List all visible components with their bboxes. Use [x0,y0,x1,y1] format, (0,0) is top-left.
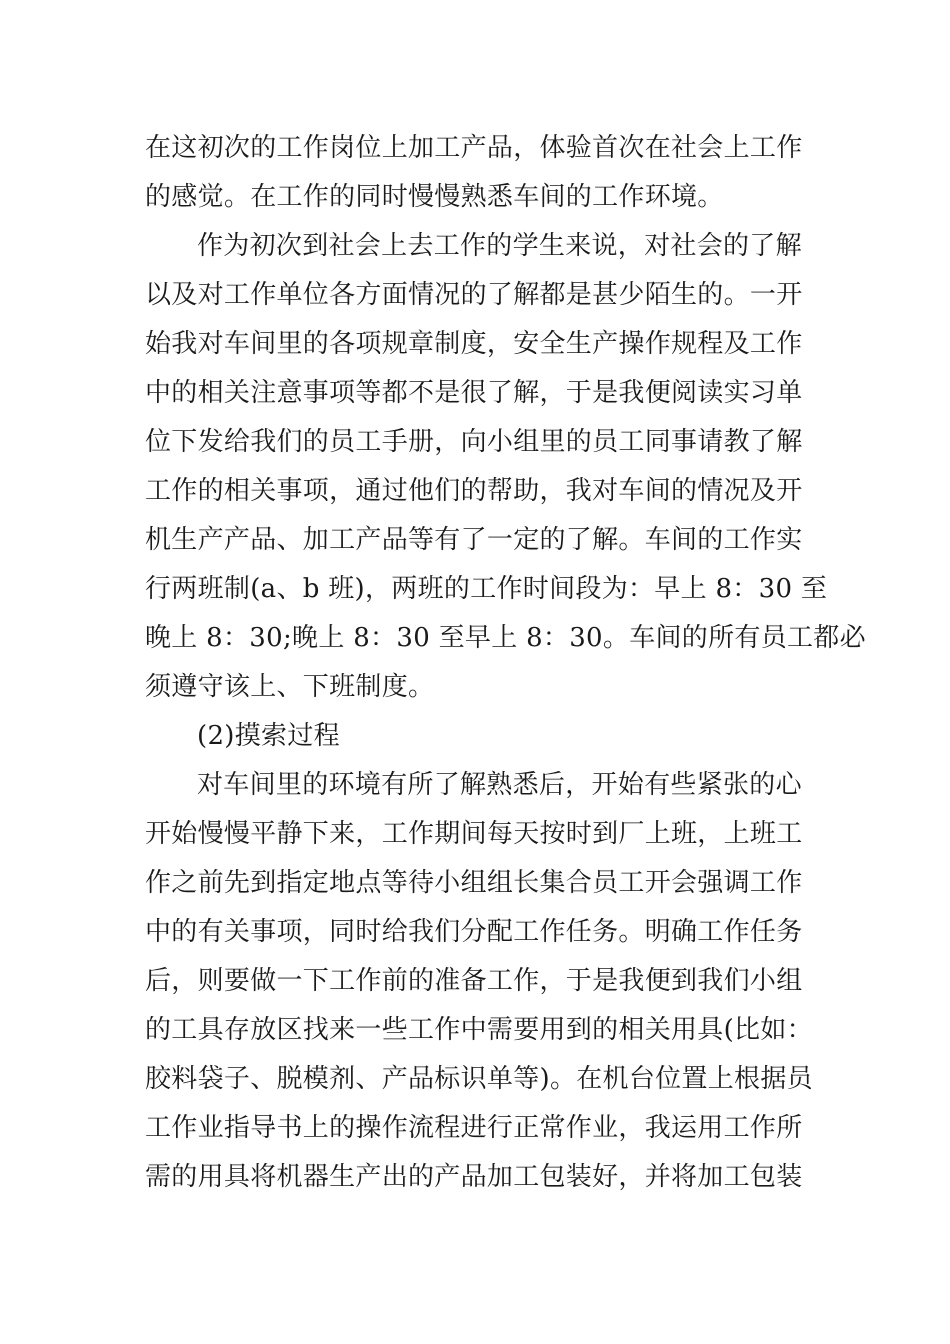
text-line: 始我对车间里的各项规章制度，安全生产操作规程及工作 [145,329,803,359]
text-line: 位下发给我们的员工手册，向小组里的员工同事请教了解 [145,427,803,457]
text-line: 作之前先到指定地点等待小组组长集合员工开会强调工作 [145,868,803,898]
text-line: 行两班制(a、b 班)，两班的工作时间段为：早上 8：30 至 [145,574,828,604]
text-line: 在这初次的工作岗位上加工产品，体验首次在社会上工作 [145,133,803,163]
paragraph-start-line: 作为初次到社会上去工作的学生来说，对社会的了解 [197,231,802,261]
text-line: 工作的相关事项，通过他们的帮助，我对车间的情况及开 [145,476,803,506]
text-line: 后，则要做一下工作前的准备工作，于是我便到我们小组 [145,966,803,996]
text-line: 需的用具将机器生产出的产品加工包装好，并将加工包装 [145,1162,803,1192]
text-line: 胶料袋子、脱模剂、产品标识单等)。在机台位置上根据员 [145,1064,813,1094]
paragraph-start-line: 对车间里的环境有所了解熟悉后，开始有些紧张的心 [197,770,802,800]
paragraph-start-line: (2)摸索过程 [197,721,340,751]
body-text [145,124,866,1202]
text-line: 工作业指导书上的操作流程进行正常作业，我运用工作所 [145,1113,803,1143]
text-line: 中的有关事项，同时给我们分配工作任务。明确工作任务 [145,917,803,947]
text-line: 以及对工作单位各方面情况的了解都是甚少陌生的。一开 [145,280,803,310]
text-line: 的工具存放区找来一些工作中需要用到的相关用具(比如： [145,1015,813,1045]
text-line: 的感觉。在工作的同时慢慢熟悉车间的工作环境。 [145,182,724,212]
text-line: 晚上 8：30;晚上 8：30 至早上 8：30。车间的所有员工都必 [145,623,866,653]
text-line: 中的相关注意事项等都不是很了解，于是我便阅读实习单 [145,378,803,408]
text-line: 开始慢慢平静下来，工作期间每天按时到厂上班，上班工 [145,819,803,849]
text-line: 须遵守该上、下班制度。 [145,672,435,702]
text-line: 机生产产品、加工产品等有了一定的了解。车间的工作实 [145,525,803,555]
